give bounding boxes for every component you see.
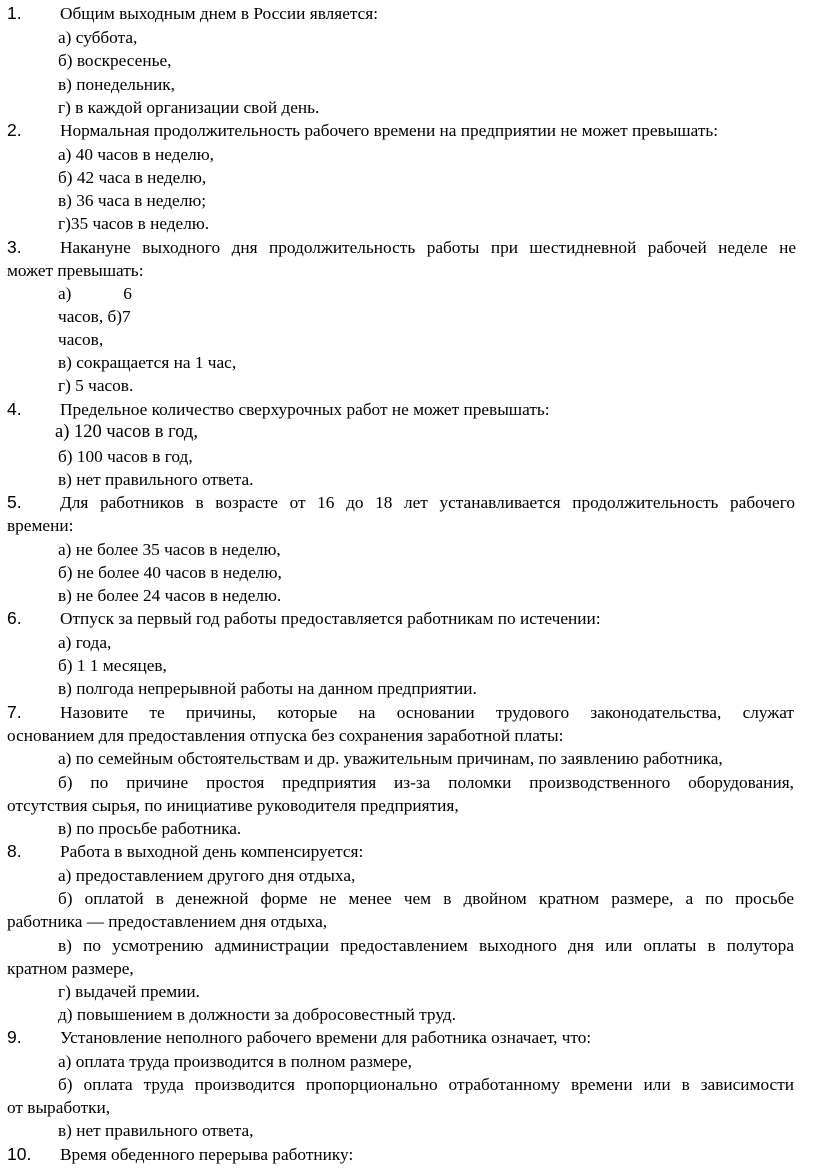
answer-option: г) выдачей премии. [58, 982, 200, 1001]
answer-option: часов, б)7 [58, 307, 131, 326]
answer-option-continued: работника — предоставлением дня отдыха, [7, 912, 328, 931]
answer-option: часов, [58, 330, 104, 349]
answer-option: в) не более 24 часов в неделю. [58, 586, 282, 605]
question-text: Отпуск за первый год работы предоставляется работникам по истечении: [60, 609, 601, 628]
question-text: Предельное количество сверхурочных работ не может превышать: [60, 400, 550, 419]
answer-option: в) нет правильного ответа. [58, 470, 254, 489]
answer-option: г)35 часов в неделю. [58, 214, 210, 233]
answer-option: а) 6 [58, 284, 132, 303]
answer-option: б) 42 часа в неделю, [58, 168, 207, 187]
question-text: Работа в выходной день компенсируется: [60, 842, 364, 861]
answer-option: а) 40 часов в неделю, [58, 145, 214, 164]
question-number: 10. [7, 1144, 32, 1164]
question-text: Время обеденного перерыва работнику: [60, 1145, 354, 1164]
answer-option: б) 100 часов в год, [58, 447, 193, 466]
answer-option: в) по усмотрению администрации предоставлением выходного дня или оплаты в полутора [58, 936, 794, 955]
question-number: 2. [7, 120, 22, 140]
question-number: 3. [7, 237, 22, 257]
answer-option: а) оплата труда производится в полном размере, [58, 1052, 412, 1071]
answer-option: в) нет правильного ответа, [58, 1121, 254, 1140]
answer-option: а) по семейным обстоятельствам и др. уважительным причинам, по заявлению работника, [58, 749, 723, 768]
answer-option: а) предоставлением другого дня отдыха, [58, 866, 356, 885]
answer-option: б) оплата труда производится пропорционально отработанному времени или в зависимости [58, 1075, 794, 1094]
answer-option: д) повышением в должности за добросовестный труд. [58, 1005, 457, 1024]
answer-option: а) не более 35 часов в неделю, [58, 540, 281, 559]
question-number: 7. [7, 702, 22, 722]
answer-option-continued: от выработки, [7, 1098, 111, 1117]
question-number: 6. [7, 608, 22, 628]
answer-option: в) понедельник, [58, 75, 175, 94]
question-text: Установление неполного рабочего времени для работника означает, что: [60, 1028, 592, 1047]
answer-option: б) не более 40 часов в неделю, [58, 563, 282, 582]
answer-option: в) полгода непрерывной работы на данном предприятии. [58, 679, 477, 698]
answer-option: г) в каждой организации свой день. [58, 98, 320, 117]
question-number: 9. [7, 1027, 22, 1047]
question-text: Накануне выходного дня продолжительность работы при шестидневной рабочей неделе не [60, 238, 796, 257]
question-text-continued: может превышать: [7, 261, 144, 280]
answer-option: б) по причине простоя предприятия из-за поломки производственного оборудования, [58, 773, 794, 792]
answer-option: г) 5 часов. [58, 376, 134, 395]
question-text: Назовите те причины, которые на основании трудового законодательства, служат [60, 703, 794, 722]
answer-option: в) по просьбе работника. [58, 819, 242, 838]
answer-option: в) 36 часа в неделю; [58, 191, 207, 210]
answer-option-continued: кратном размере, [7, 959, 134, 978]
question-number: 8. [7, 841, 22, 861]
question-number: 5. [7, 492, 22, 512]
question-text: Общим выходным днем в России является: [60, 4, 379, 23]
answer-option-continued: отсутствия сырья, по инициативе руководителя предприятия, [7, 796, 459, 815]
question-text: Нормальная продолжительность рабочего времени на предприятии не может превышать: [60, 121, 719, 140]
answer-option: б) 1 1 месяцев, [58, 656, 167, 675]
answer-option: б) воскресенье, [58, 51, 172, 70]
answer-option: а) 120 часов в год, [55, 422, 198, 442]
question-text-continued: времени: [7, 516, 74, 535]
question-number: 4. [7, 399, 22, 419]
answer-option: в) сокращается на 1 час, [58, 353, 237, 372]
question-number: 1. [7, 3, 22, 23]
answer-option: а) суббота, [58, 28, 138, 47]
answer-option: а) года, [58, 633, 112, 652]
question-text: Для работников в возрасте от 16 до 18 лет устанавливается продолжительность рабочего [60, 493, 795, 512]
answer-option: б) оплатой в денежной форме не менее чем в двойном кратном размере, а по просьбе [58, 889, 794, 908]
question-text-continued: основанием для предоставления отпуска без сохранения заработной платы: [7, 726, 564, 745]
